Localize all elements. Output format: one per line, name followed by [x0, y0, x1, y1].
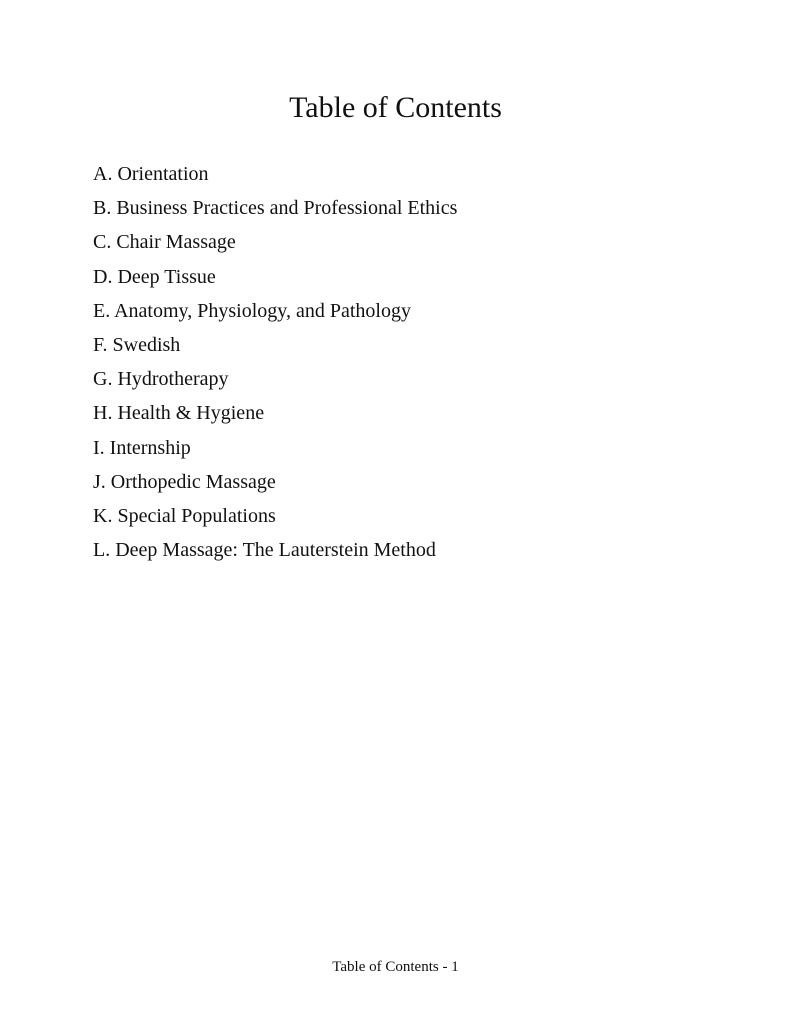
toc-entry-health-hygiene: H. Health & Hygiene: [93, 402, 265, 425]
toc-entry-deep-tissue: D. Deep Tissue: [93, 265, 216, 288]
toc-entry-orientation: A. Orientation: [93, 163, 209, 185]
toc-list: [93, 157, 457, 567]
toc-entry-chair-massage: C. Chair Massage: [93, 231, 236, 254]
toc-entry-deep-massage: L. Deep Massage: The Lauterstein Method: [93, 539, 436, 562]
toc-entry-swedish: F. Swedish: [93, 334, 181, 357]
toc-entry-anatomy: E. Anatomy, Physiology, and Pathology: [93, 299, 411, 322]
toc-entry-business-practices: B. Business Practices and Professional Ethics: [93, 197, 458, 220]
toc-entry-internship: I. Internship: [93, 436, 191, 459]
toc-entry-hydrotherapy: G. Hydrotherapy: [93, 368, 229, 391]
toc-entry-special-populations: K. Special Populations: [93, 505, 276, 528]
page-footer: Table of Contents - 1: [332, 959, 459, 975]
page-title: Table of Contents: [289, 91, 502, 124]
toc-entry-orthopedic-massage: J. Orthopedic Massage: [93, 470, 276, 493]
